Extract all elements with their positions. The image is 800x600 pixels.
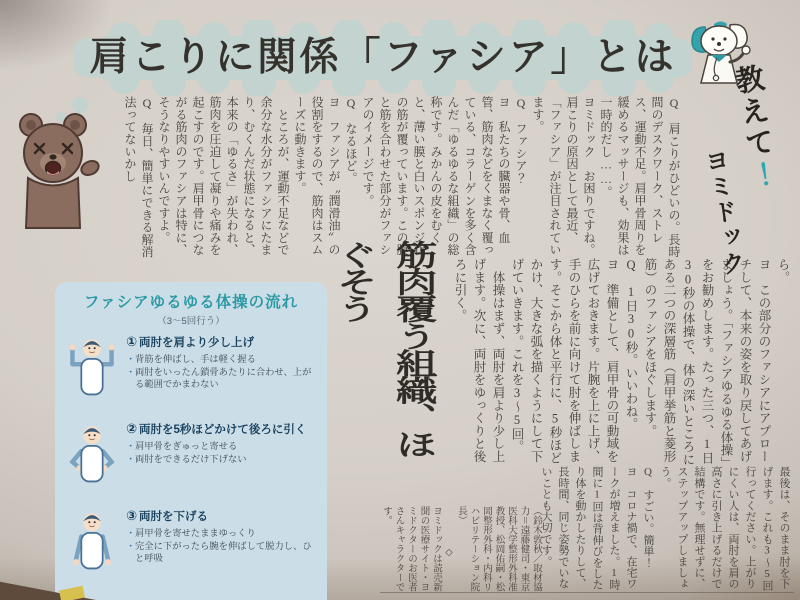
- main-headline: 肩こりに関係「ファシア」とは: [89, 36, 677, 79]
- step-number: ①: [126, 334, 138, 349]
- article-middle-block: [450, 258, 792, 470]
- step-bullet: ・ 肩甲骨を寄せたままゆっくり: [126, 527, 317, 540]
- headline-cloud: [74, 20, 692, 96]
- article-paragraph: ヨミドック お困りですね。肩こりの原因として最近、「ファシア」が注目されています。: [531, 96, 596, 256]
- article-paragraph: 体操はまず、両肘を肩より少し上げます。次に、両肘をゆっくりと後ろに引く。: [453, 258, 505, 463]
- article-paragraph: Q 肩こりがひどいの。長時間のデスクワーク、ストレス、運動不足。肩甲骨周りを緩めるマッサージも、効果は一時的だし……。: [599, 96, 681, 258]
- step-text: [126, 334, 317, 391]
- step-text: [126, 508, 317, 565]
- article-paragraph: 最後は、そのまま肘を下げます。これも3～5回行ってください。上がりにくい人は、両肘を肩の高さに引き上げるだけで結構です。無理せずに、ステップアップしましょう。: [659, 466, 790, 592]
- step-number: ③: [126, 508, 138, 523]
- step-text: [126, 421, 306, 465]
- exercise-figure-3-icon: [65, 508, 119, 588]
- article-paragraph: Q 1日30秒。いいわね。: [624, 258, 638, 431]
- exercise-step-1: [65, 334, 317, 414]
- exercise-figure-2-icon: [65, 421, 119, 501]
- step-bullet: ・ 背筋を伸ばし、手は軽く握る: [126, 353, 317, 366]
- article-paragraph: ところが、運動不足などで余分な水分がファシアにたまり、むくんだ状態になると、本来の「ゆるさ」が失われ、筋肉を圧迫して凝りや痛みを起こすのです。肩甲骨につながる筋肉のファシアは特に、そうなりやすいんですよ。: [157, 96, 290, 256]
- article-paragraph: ヨ この部分のファシアにアプローチして、本来の姿を取り戻してあげましょう。「ファシアゆるゆる体操」をお勧めします。たった三つ、1日30秒の体操で、体の深いところにある二つの深層筋（肩甲挙筋と菱形筋）のファシアをほぐします。: [643, 258, 771, 470]
- article-credits-block: [380, 506, 543, 598]
- step-heading: 両肘を肩より少し上げ: [139, 337, 255, 349]
- exercise-subtitle: （3～5回行う）: [157, 316, 225, 327]
- article-paragraph: Q なるほど。: [344, 96, 358, 185]
- article-paragraph: Q 毎日、簡単にできる解消法ってないかし: [123, 96, 154, 258]
- exercise-step-2: [65, 421, 317, 501]
- article-top-block: [121, 96, 682, 260]
- step-heading: 両肘を5秒ほどかけて後ろに引く: [139, 424, 307, 436]
- logo-oshiete: [725, 62, 786, 195]
- step-bullet: ・ 肩甲骨をぎゅっと寄せる: [126, 440, 306, 453]
- article-paragraph: Q ファシア？: [514, 96, 528, 185]
- logo-text-1: 教えて: [729, 62, 776, 163]
- article-paragraph: ヨ コロナ禍で、在宅ワークが増えました。1時間に1回は背伸びをしたり体を動かしたりして、長時間、同じ姿勢でいないことも大切です。: [540, 466, 637, 591]
- article-paragraph: Q すごい。簡単！: [642, 466, 654, 568]
- logo-exclamation: ！: [744, 157, 781, 194]
- bear-mascot-icon: [6, 108, 100, 230]
- vertical-headline: 筋肉覆う組織、ほぐそう: [331, 240, 437, 457]
- step-bullet: ・ 両肘をできるだけ下げない: [126, 453, 306, 466]
- step-heading: 両肘を下げる: [139, 511, 209, 523]
- logo-yomidoc: ヨミドック: [698, 146, 747, 280]
- step-bullet: ・ 完全に下がったら腕を伸ばして脱力し、ひと呼吸: [126, 540, 317, 565]
- article-paragraph: ヨ ファシアが〝潤滑油〟の役割をするので、筋肉はスムーズに動きます。: [293, 96, 341, 256]
- step-bullet: ・ 両肘をいったん鎖骨あたりに合わせ、上がる範囲でかまわない: [126, 366, 317, 391]
- article-paragraph: ヨ 私たちの臓器や骨、血管、筋肉などをくまなく覆っている、コラーゲンを多く含んだ「ゆるゆるな組織」の総称です。みかんの皮をむくと、薄い膜と白いスポンジ状の筋が覆っています。この膜と筋を合わせた部分がファシアのイメージです。: [361, 96, 511, 256]
- exercise-step-3: [65, 508, 317, 588]
- exercise-title: ファシアゆるゆる体操の流れ: [83, 294, 299, 311]
- credit-line: ヨミドックは読売新聞の医療サイト・ヨミドクターのお医者さんキャラクターです。: [381, 506, 441, 592]
- exercise-box: [55, 282, 327, 600]
- column-rule: [380, 592, 794, 593]
- article-paragraph: ヨ 準備として、肩甲骨の可動域を広げておきます。片腕を上に上げ、手のひらを前に向けて肘を伸ばします。そこから体と平行に、5秒ほどかけ、大きな弧を描くようにして下げていきます。これを3～5回。: [510, 258, 619, 465]
- credit-line: （鈴木敦秋／取材協力＝遠藤健司・東京医科大学整形外科准教授、松岡佑嗣・松岡整形外科・内科リハビリテーション院長）: [456, 506, 541, 592]
- credit-divider: ◇: [443, 546, 454, 558]
- article-paragraph: ら。: [776, 258, 790, 284]
- step-number: ②: [126, 421, 138, 436]
- exercise-figure-1-icon: [65, 334, 119, 414]
- article-bottom-block: [537, 466, 792, 598]
